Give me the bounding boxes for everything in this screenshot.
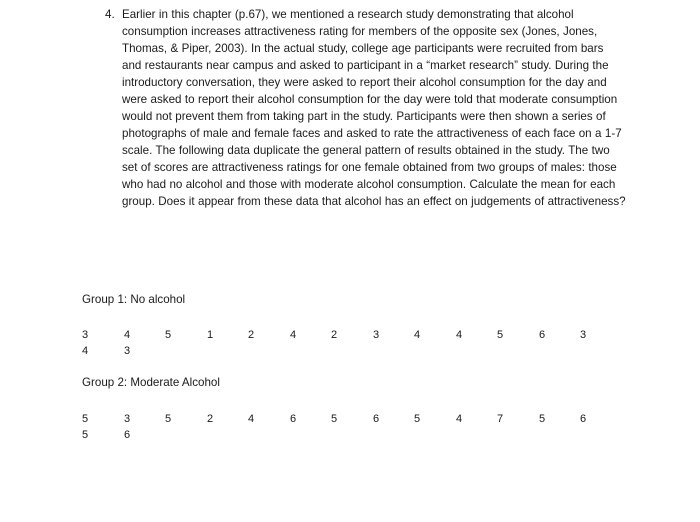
group-2-label: Group 2: Moderate Alcohol <box>82 376 220 389</box>
group-1-score: 2 <box>247 329 255 341</box>
group-1-score: 6 <box>538 329 546 341</box>
group-1-score: 4 <box>289 329 297 341</box>
question-block <box>96 6 626 210</box>
group-1-score: 4 <box>123 329 131 341</box>
group-1-score: 3 <box>579 329 587 341</box>
group-2-score: 5 <box>81 429 89 441</box>
group-1-score: 5 <box>496 329 504 341</box>
group-2-score: 5 <box>330 413 338 425</box>
group-2-score: 5 <box>81 413 89 425</box>
question-text: Earlier in this chapter (p.67), we mentioned a research study demonstrating that alcohol consumption increases attractiveness rating for members of the opposite sex (Jones, Jones, Thomas, & Piper, 2003). In the actual study, college age participants were recruited from bars and restaurants near campus and asked to participant in a “market research” study. During the introductory conversation, they were asked to report their alcohol consumption for the day and were asked to report their alcohol consumption for the day were told that moderate consumption would not prevent them from taking part in the study. Participants were then shown a series of photographs of male and female faces and asked to rate the attractiveness of each face on a 1-7 scale. The following data duplicate the general pattern of results obtained in the study. The two set of scores are attractiveness ratings for one female obtained from two groups of males: those who had no alcohol and those with moderate alcohol consumption. Calculate the mean for each group. Does it appear from these data that alcohol has an effect on judgements of attractiveness? <box>122 8 626 208</box>
group-2-score: 5 <box>538 413 546 425</box>
group-2-score: 6 <box>372 413 380 425</box>
group-2-score: 7 <box>496 413 504 425</box>
group-2-score: 6 <box>579 413 587 425</box>
group-2-score: 2 <box>206 413 214 425</box>
group-1-label: Group 1: No alcohol <box>82 293 186 306</box>
group-1-score: 3 <box>123 345 131 357</box>
group-2-score: 5 <box>164 413 172 425</box>
group-1-score: 4 <box>81 345 89 357</box>
group-1-score: 4 <box>455 329 463 341</box>
group-1-score: 3 <box>372 329 380 341</box>
group-2-score: 4 <box>247 413 255 425</box>
group-1-score: 2 <box>330 329 338 341</box>
group-2-score: 6 <box>289 413 297 425</box>
group-1-score: 1 <box>206 329 214 341</box>
group-2-score: 4 <box>455 413 463 425</box>
group-2-score: 6 <box>123 429 131 441</box>
group-1-score: 3 <box>81 329 89 341</box>
group-1-score: 4 <box>413 329 421 341</box>
group-1-score: 5 <box>164 329 172 341</box>
question-number: 4. <box>105 8 115 21</box>
group-2-score: 5 <box>413 413 421 425</box>
group-2-score: 3 <box>123 413 131 425</box>
